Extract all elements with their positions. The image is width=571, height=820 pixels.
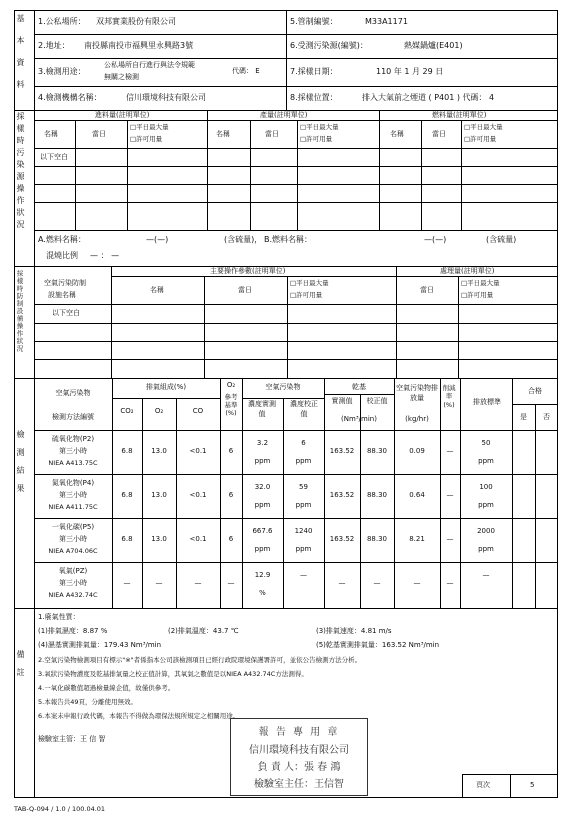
row-line <box>34 430 558 431</box>
result-cell: <0.1 <box>189 535 207 543</box>
col-divider <box>360 394 361 608</box>
purpose-code: 代碼： E <box>232 67 260 75</box>
col-divider <box>204 276 205 378</box>
date-label: 7.採樣日期： <box>290 67 338 76</box>
h-o2ref2: 參考基準(%) <box>224 393 238 417</box>
control-title2: 設施名稱 <box>48 291 76 299</box>
fuel-a-value: —(—) <box>146 235 169 244</box>
h-conc: 空氣污染物 <box>265 383 301 391</box>
result-cell: 163.52 <box>329 535 355 543</box>
result-cell: 88.30 <box>366 491 388 499</box>
result-cell: ppm <box>254 457 271 465</box>
result-cell: — <box>446 491 454 499</box>
purpose-line2: 無關之檢測 <box>104 73 139 81</box>
side-divider <box>34 10 35 798</box>
col-divider <box>127 120 128 230</box>
result-cell: — <box>227 579 235 587</box>
side-label-basic: 基本資料 <box>16 14 25 102</box>
result-cell: ppm <box>478 501 494 509</box>
row-line <box>512 404 558 405</box>
date-value: 110 年 1 月 29 日 <box>376 67 444 76</box>
result-cell: 0.64 <box>409 491 425 499</box>
h-flow-meas: 實測值 <box>331 397 353 405</box>
note-1: 1.廢氣性質： <box>38 613 80 621</box>
side-label-notes: 備註 <box>16 650 25 686</box>
stamp-title: 報 告 專 用 章 <box>258 727 340 738</box>
row-line <box>34 323 558 324</box>
h-conc-corr: 濃度校正值 <box>290 400 318 418</box>
col-divider <box>396 266 397 378</box>
note-6: 6.本案未申報行政代碼，本報告不得做為環保法規所規定之相關用途。 <box>38 712 240 720</box>
result-cell: — <box>338 579 346 587</box>
result-cell: — <box>446 579 454 587</box>
col-divider <box>207 110 208 230</box>
col-divider <box>379 110 380 230</box>
result-cell: 第三小時 <box>59 447 87 455</box>
h-o2ref: O₂ <box>226 381 236 389</box>
control-opt-permit2: □許可用量 <box>461 291 494 299</box>
opt-permit: □許可用量 <box>300 135 333 143</box>
result-cell: — <box>194 579 202 587</box>
note-5: 5.本報告共49頁，分離使用無效。 <box>38 698 137 706</box>
agency-value: 信川環境科技有限公司 <box>126 93 206 102</box>
col-divider <box>535 404 536 608</box>
control-blank: 以下空白 <box>52 309 80 317</box>
result-cell: 第三小時 <box>59 491 87 499</box>
result-cell: <0.1 <box>189 447 207 455</box>
row-line <box>34 359 558 360</box>
result-cell: 6.8 <box>121 447 133 455</box>
control-title1: 空氣污染防制 <box>44 279 86 287</box>
opt-permit: □許可用量 <box>464 135 497 143</box>
result-cell: 8.21 <box>409 535 425 543</box>
result-cell: ppm <box>478 457 494 465</box>
row-line <box>34 58 558 59</box>
row-line <box>34 86 558 87</box>
h-co2: CO₂ <box>120 407 134 415</box>
control-no-label: 5.管制編號： <box>290 17 338 26</box>
company-value: 双邦實業股份有限公司 <box>96 17 176 26</box>
result-cell: 3.2 <box>256 439 269 447</box>
result-cell: — <box>446 535 454 543</box>
row-line <box>34 202 558 203</box>
address-label: 2.地址： <box>38 41 70 50</box>
h-std: 排放標準 <box>473 398 501 406</box>
col-divider <box>297 120 298 230</box>
result-cell: <0.1 <box>189 491 207 499</box>
result-cell: 6 <box>228 491 234 499</box>
result-cell: 32.0 <box>254 483 271 491</box>
result-cell: NIEA A413.75C <box>48 459 98 467</box>
day-header: 當日 <box>432 130 446 138</box>
result-cell: 1240 <box>294 527 313 535</box>
row-line <box>34 474 558 475</box>
h-reduce: 削減率(%) <box>442 384 456 409</box>
page-number: 5 <box>530 781 535 789</box>
side-label-operation: 採樣時污染源操作狀況 <box>16 112 25 232</box>
result-cell: NIEA A432.74C <box>48 591 98 599</box>
col-divider <box>287 276 288 378</box>
address-value: 南投縣南投市福興里永興路3號 <box>84 41 194 50</box>
h-composition: 排氣組成(%) <box>145 383 187 391</box>
result-cell: ppm <box>254 501 271 509</box>
agency-label: 4.檢測機構名稱： <box>38 93 102 102</box>
h-pass: 合格 <box>528 387 542 395</box>
stamp-company: 信川環境科技有限公司 <box>249 745 349 756</box>
row-line <box>34 166 558 167</box>
purpose-line1: 公私場所自行進行與法令規範 <box>104 61 195 69</box>
col-divider <box>421 120 422 230</box>
note-temperature: (2)排氣溫度：43.7 ℃ <box>168 627 239 635</box>
result-cell: 硫氧化物(P2) <box>51 435 95 443</box>
row-line <box>34 518 558 519</box>
result-cell: — <box>482 571 490 579</box>
day-header: 當日 <box>92 130 106 138</box>
result-cell: 氧氣(PZ) <box>58 567 88 575</box>
col-divider <box>286 10 287 110</box>
h-flow: 乾基 <box>352 383 366 391</box>
result-cell: — <box>373 579 381 587</box>
result-cell: ppm <box>295 457 312 465</box>
control-opt-permit: □許可用量 <box>290 291 323 299</box>
row-line <box>34 562 558 563</box>
fuel-b-value: —(—) <box>424 235 447 244</box>
source-label: 6.受測污染源(編號)： <box>290 41 368 50</box>
section-feed: 進料量(註明單位) <box>95 111 150 119</box>
ratio-value: — ： — <box>90 251 120 260</box>
control-params: 主要操作參數(註明單位) <box>210 267 286 275</box>
h-method: 檢測方法編號 <box>52 413 94 421</box>
result-cell: 667.6 <box>252 527 273 535</box>
result-cell: 88.30 <box>366 535 388 543</box>
note-4: 4.一氧化碳數值超過檢量線企值，故僅供參考。 <box>38 684 175 692</box>
row-line <box>242 398 324 399</box>
h-emit-unit: (kg/hr) <box>405 415 429 423</box>
row-line <box>34 230 558 231</box>
note-velocity: (3)排氣速度：4.81 m/s <box>316 627 392 635</box>
result-cell: 一氧化碳(P5) <box>51 523 95 531</box>
h-conc-meas: 濃度實測值 <box>248 400 276 418</box>
result-cell: 6.8 <box>121 535 133 543</box>
result-cell: 163.52 <box>329 491 355 499</box>
result-cell: — <box>300 571 307 579</box>
form-code: TAB-Q-094 / 1.0 / 100.04.01 <box>14 805 106 813</box>
fuel-a-sulfur: (含硫量)， <box>224 235 263 244</box>
result-cell: — <box>123 579 131 587</box>
result-cell: 6 <box>228 447 234 455</box>
row-line <box>112 398 220 399</box>
result-cell: ppm <box>295 501 312 509</box>
fuel-b-label: B.燃料名稱： <box>264 235 313 244</box>
name-header: 名稱 <box>44 130 58 138</box>
h-no: 否 <box>543 413 550 421</box>
result-cell: 13.0 <box>151 491 167 499</box>
note-wet-flow: (4)濕基實測排氣量：179.43 Nm³/min <box>38 641 162 649</box>
col-divider <box>250 120 251 230</box>
h-emit: 空氣污染物排放量 <box>396 384 438 402</box>
page-label: 頁次 <box>476 781 490 789</box>
result-cell: 氮氧化物(P4) <box>51 479 95 487</box>
row-line <box>34 148 558 149</box>
result-cell: 163.52 <box>329 447 355 455</box>
day-header: 當日 <box>265 130 279 138</box>
stamp-owner: 負 責 人：張 春 鴻 <box>257 762 341 773</box>
blank-note: 以下空白 <box>40 153 68 161</box>
result-cell: % <box>259 589 266 597</box>
result-cell: ppm <box>295 545 312 553</box>
section-output: 產量(註明單位) <box>260 111 308 119</box>
row-line <box>34 184 558 185</box>
report-stamp <box>230 718 368 796</box>
result-cell: 50 <box>481 439 491 447</box>
control-day: 當日 <box>238 286 252 294</box>
result-cell: 13.0 <box>151 447 167 455</box>
note-2: 2.空氣污染物檢測項目有標示"※"者係指本公司該檢測項目已經行政院環境保護署許可，並依公告檢測方法分析。 <box>38 656 362 664</box>
result-cell: 6 <box>228 535 234 543</box>
col-divider <box>510 774 511 798</box>
note-3: 3.氧狀污染物濃度及乾基排氣量之校正值計算，其氧氣之數值是以NIEA A432.74C方法測得。 <box>38 670 308 678</box>
purpose-label: 3.檢測用途： <box>38 67 86 76</box>
control-name: 名稱 <box>150 286 164 294</box>
h-flow-unit: (Nm³/min) <box>341 415 377 423</box>
result-cell: 12.9 <box>254 571 271 579</box>
fuel-a-label: A.燃料名稱： <box>38 235 86 244</box>
row-line <box>34 34 558 35</box>
result-cell: — <box>155 579 163 587</box>
note-dry-flow: (5)乾基實測排氣量：163.52 Nm³/min <box>316 641 440 649</box>
result-cell: 6 <box>301 439 306 447</box>
control-treat: 處理量(註明單位) <box>440 267 495 275</box>
h-co: CO <box>192 407 204 415</box>
result-cell: NIEA A704.06C <box>48 547 98 555</box>
result-cell: 59 <box>299 483 308 491</box>
name-header: 名稱 <box>216 130 230 138</box>
h-yes: 是 <box>520 413 527 421</box>
note-humidity: (1)排氣濕度：8.87 % <box>38 627 108 635</box>
col-divider <box>458 276 459 378</box>
row-line <box>111 276 558 277</box>
control-opt-max: □平日最大量 <box>290 279 329 287</box>
result-cell: ppm <box>478 545 494 553</box>
row-line <box>14 378 558 379</box>
name-header: 名稱 <box>390 130 404 138</box>
result-cell: 第三小時 <box>59 535 87 543</box>
supervisor: 檢驗室主管：王 信 智 <box>38 735 106 743</box>
row-line <box>14 608 558 609</box>
h-flow-corr: 校正值 <box>366 397 388 405</box>
result-cell: ppm <box>254 545 271 553</box>
opt-max: □平日最大量 <box>300 123 339 131</box>
side-label-control: 採樣時防制設備操作狀況 <box>15 270 24 353</box>
company-label: 1.公私場所： <box>38 17 86 26</box>
col-divider <box>462 774 463 798</box>
result-cell: — <box>413 579 421 587</box>
row-line <box>324 394 394 395</box>
row-line <box>34 304 558 305</box>
opt-max: □平日最大量 <box>130 123 169 131</box>
opt-permit: □許可用量 <box>130 135 163 143</box>
row-line <box>34 341 558 342</box>
result-cell: — <box>446 447 454 455</box>
result-cell: 第三小時 <box>59 579 87 587</box>
result-cell: 88.30 <box>366 447 388 455</box>
col-divider <box>111 266 112 378</box>
position-label: 8.採樣位置： <box>290 93 338 102</box>
opt-max: □平日最大量 <box>464 123 503 131</box>
result-cell: 100 <box>479 483 493 491</box>
col-divider <box>461 120 462 230</box>
fuel-b-sulfur: (含硫量) <box>486 235 517 244</box>
control-opt-max2: □平日最大量 <box>461 279 500 287</box>
result-cell: 2000 <box>477 527 495 535</box>
col-divider <box>512 378 513 608</box>
col-divider <box>75 120 76 230</box>
ratio-label: 混燒比例 <box>46 251 78 260</box>
h-o2: O₂ <box>154 407 164 415</box>
source-value: 熱媒鍋爐(E401) <box>404 41 463 50</box>
row-line <box>34 120 558 121</box>
side-label-results: 檢測結果 <box>16 430 25 502</box>
result-cell: 13.0 <box>151 535 167 543</box>
control-day2: 當日 <box>420 286 434 294</box>
h-pollutant: 空氣污染物 <box>55 389 91 397</box>
control-no-value: M33A1171 <box>365 17 408 26</box>
result-cell: 0.09 <box>409 447 425 455</box>
result-cell: NIEA A411.75C <box>48 503 98 511</box>
stamp-director: 檢驗室主任：王信智 <box>254 779 344 790</box>
result-cell: 6.8 <box>121 491 133 499</box>
section-fuel: 燃料量(註明單位) <box>432 111 487 119</box>
position-value: 排入大氣前之煙道 ( P401 ) 代碼： 4 <box>362 93 495 102</box>
